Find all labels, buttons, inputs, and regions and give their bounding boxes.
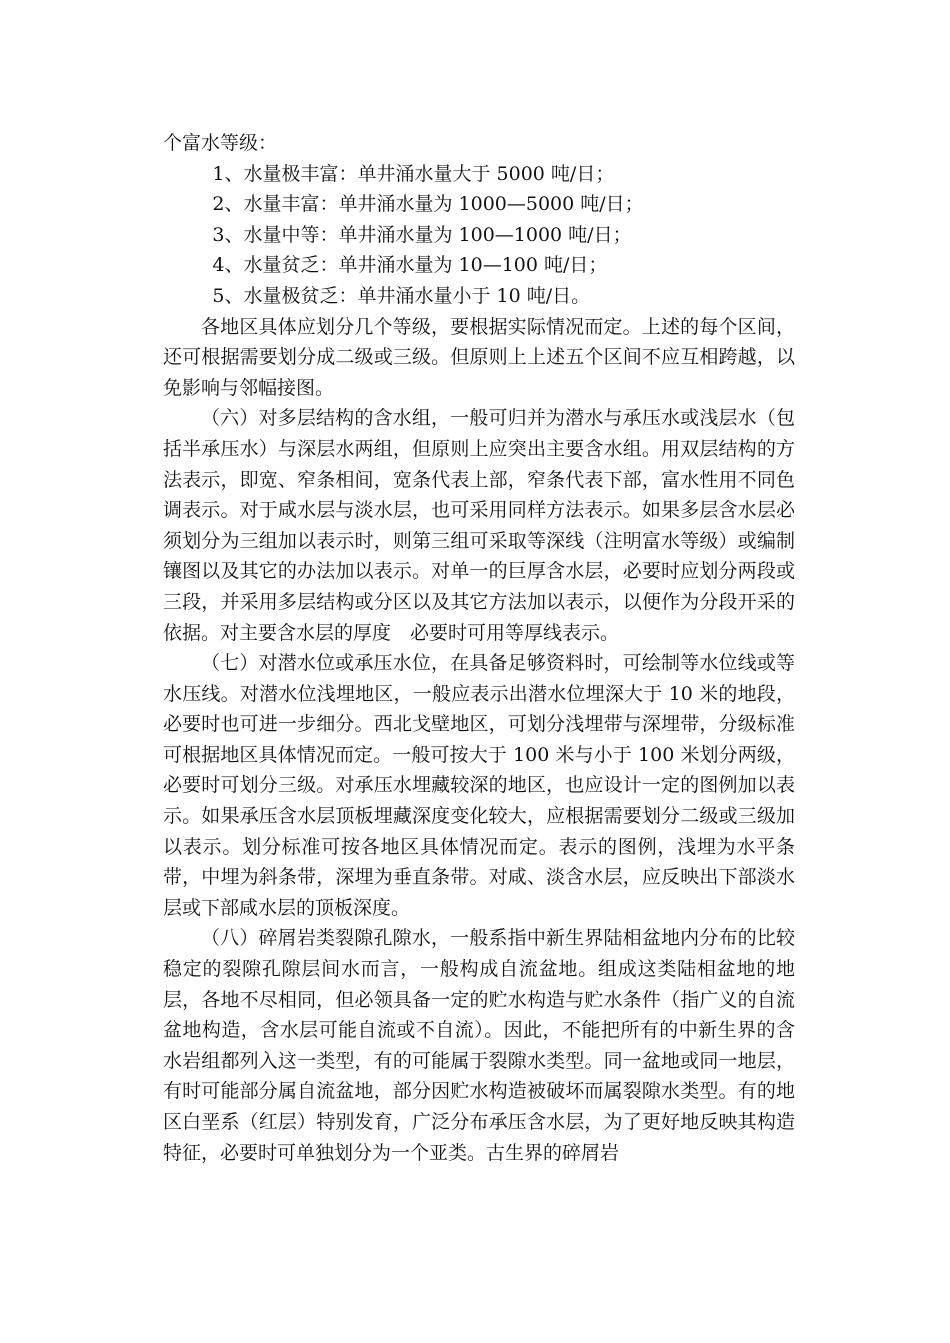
paragraph-grading-note: 各地区具体应划分几个等级，要根据实际情况而定。上述的每个区间，还可根据需要划分成二级或三级。但原则上上述五个区间不应互相跨越，以免影响与邻幅接图。 bbox=[163, 315, 795, 399]
paragraph-section-6: （六）对多层结构的含水组，一般可归并为潜水与承压水或浅层水（包括半承压水）与深层水两组，但原则上应突出主要含水组。用双层结构的方法表示，即宽、窄条相间，宽条代表上部，窄条代表下部，富水性用不同色调表示。对于咸水层与淡水层，也可采用同样方法表示。如果多层含水层必须划分为三组加以表示时，则第三组可采取等深线（注明富水等级）或编制镶图以及其它的办法加以表示。对单一的巨厚含水层，必要时应划分两段或三段，并采用多层结构或分区以及其它方法加以表示，以便作为分段开采的依据。对主要含水层的厚度 必要时可用等厚线表示。 bbox=[163, 407, 795, 644]
water-level-list bbox=[163, 159, 795, 312]
water-level-item: 5、水量极贫乏：单井涌水量小于 10 吨/日。 bbox=[212, 284, 591, 307]
paragraph-section-8: （八）碎屑岩类裂隙孔隙水，一般系指中新生界陆相盆地内分布的比较稳定的裂隙孔隙层间水而言，一般构成自流盆地。组成这类陆相盆地的地层，各地不尽相同，但必领具备一定的贮水构造与贮水条件（指广义的自流盆地构造，含水层可能自流或不自流）。因此，不能把所有的中新生界的含水岩组都列入这一类型，有的可能属于裂隙水类型。同一盆地或同一地层，有时可能部分属自流盆地，部分因贮水构造被破坏而属裂隙水类型。有的地区白垩系（红层）特别发育，广泛分布承压含水层，为了更好地反映其构造特征，必要时可单独划分为一个亚类。古生界的碎屑岩 bbox=[163, 927, 795, 1164]
paragraph-section-7: （七）对潜水位或承压水位，在具备足够资料时，可绘制等水位线或等水压线。对潜水位浅埋地区，一般应表示出潜水位埋深大于 10 米的地段，必要时也可进一步细分。西北戈壁地区，可划分浅埋带与深埋带，分级标准可根据地区具体情况而定。一般可按大于 100 米与小于 100 米划分两级，必要时可划分三级。对承压水埋藏较深的地区，也应设计一定的图例加以表示。如果承压含水层顶板埋藏深度变化较大，应根据需要划分二级或三级加以表示。划分标准可按各地区具体情况而定。表示的图例，浅埋为水平条带，中埋为斜条带，深埋为垂直条带。对咸、淡含水层，应反映出下部淡水层或下部咸水层的顶板深度。 bbox=[163, 652, 795, 919]
document-body bbox=[163, 128, 795, 1168]
intro-line: 个富水等级： bbox=[163, 132, 278, 154]
water-level-item: 1、水量极丰富：单井涌水量大于 5000 吨/日； bbox=[212, 162, 615, 185]
water-level-item: 4、水量贫乏：单井涌水量为 10—100 吨/日； bbox=[212, 254, 608, 277]
water-level-item: 3、水量中等：单井涌水量为 100—1000 吨/日； bbox=[212, 223, 632, 246]
water-level-item: 2、水量丰富：单井涌水量为 1000—5000 吨/日； bbox=[212, 193, 644, 216]
